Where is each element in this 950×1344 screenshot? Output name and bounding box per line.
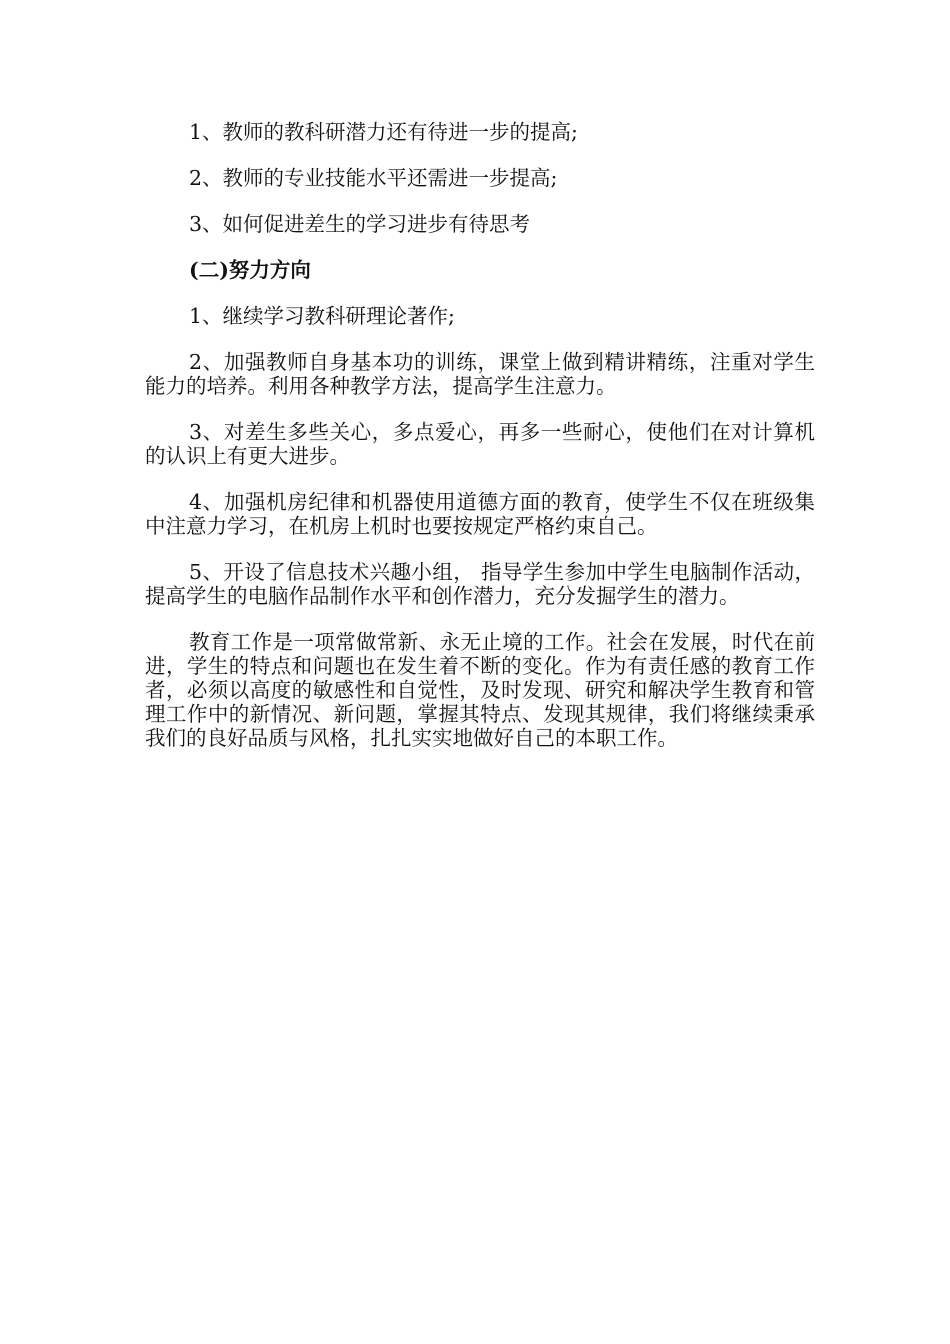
section-heading: (二)努力方向	[189, 258, 311, 282]
problem-item-1: 1、教师的教科研潜力还有待进一步的提高;	[189, 120, 578, 144]
direction-item-2: 2、加强教师自身基本功的训练，课堂上做到精讲精练，注重对学生能力的培养。利用各种教学方法，提高学生注意力。	[145, 350, 815, 398]
direction-item-4: 4、加强机房纪律和机器使用道德方面的教育，使学生不仅在班级集中注意力学习，在机房上机时也要按规定严格约束自己。	[145, 490, 815, 538]
document-body	[145, 120, 815, 772]
problem-item-3: 3、如何促进差生的学习进步有待思考	[189, 212, 531, 236]
conclusion-paragraph: 教育工作是一项常做常新、永无止境的工作。社会在发展，时代在前进，学生的特点和问题也在发生着不断的变化。作为有责任感的教育工作者，必须以高度的敏感性和自觉性，及时发现、研究和解决学生教育和管理工作中的新情况、新问题，掌握其特点、发现其规律，我们将继续秉承我们的良好品质与风格，扎扎实实地做好自己的本职工作。	[145, 630, 815, 750]
direction-item-1: 1、继续学习教科研理论著作;	[189, 304, 455, 328]
direction-item-5: 5、开设了信息技术兴趣小组， 指导学生参加中学生电脑制作活动，提高学生的电脑作品制作水平和创作潜力，充分发掘学生的潜力。	[145, 560, 815, 608]
direction-item-3: 3、对差生多些关心，多点爱心，再多一些耐心，使他们在对计算机的认识上有更大进步。	[145, 420, 815, 468]
problem-item-2: 2、教师的专业技能水平还需进一步提高;	[189, 166, 558, 190]
